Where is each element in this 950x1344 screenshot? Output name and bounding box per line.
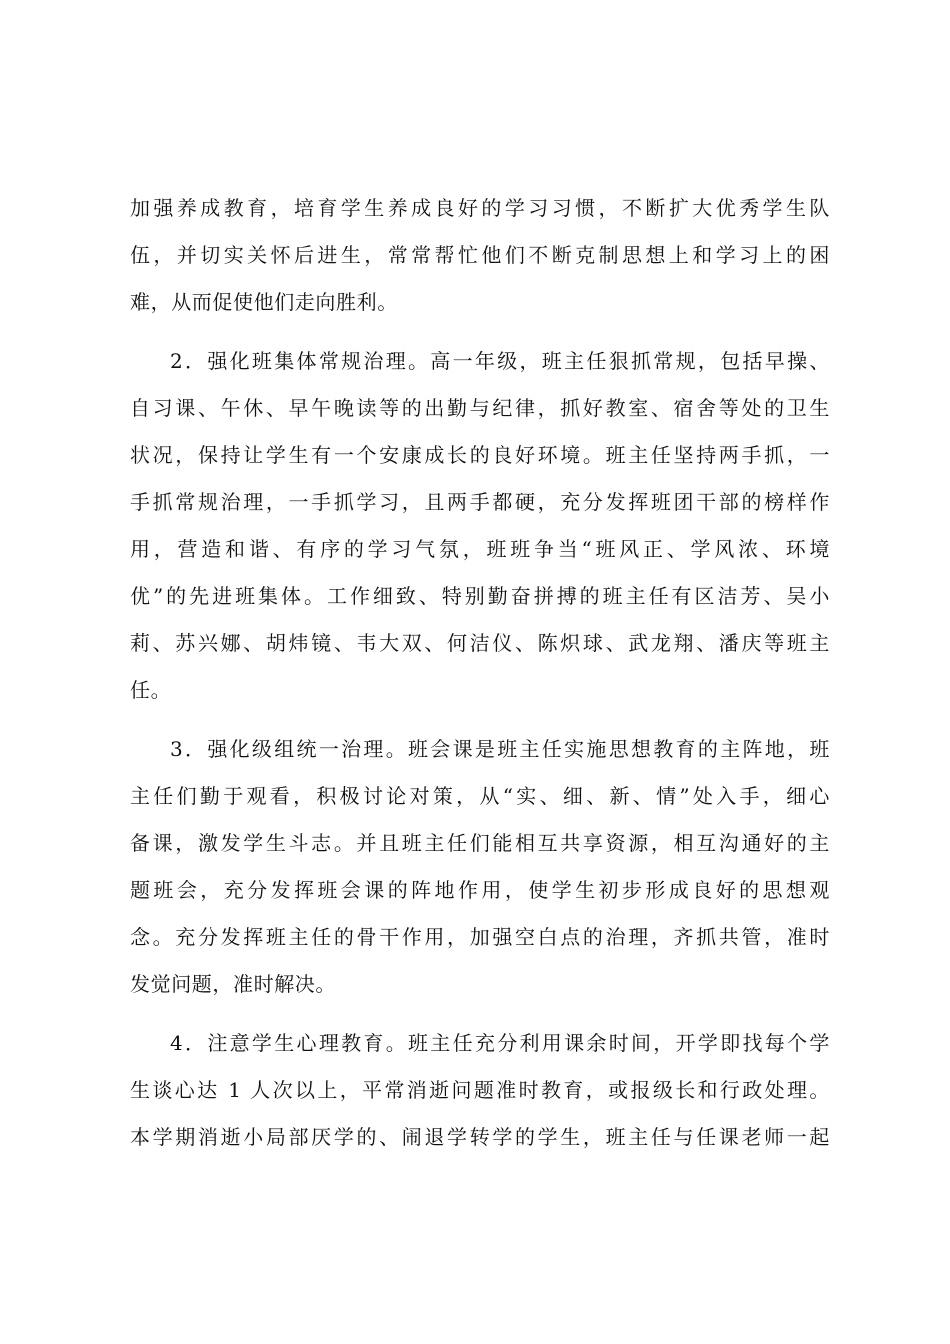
- text-line: 题班会，充分发挥班会课的阵地作用，使学生初步形成良好的思想观: [130, 878, 830, 902]
- text-line: 优”的先进班集体。工作细致、特别勤奋拼搏的班主任有区洁芳、吴小: [130, 584, 830, 608]
- paragraph-3: [130, 726, 830, 1008]
- text-line: 状况，保持让学生有一个安康成长的良好环境。班主任坚持两手抓，一: [130, 443, 830, 467]
- text-line: 本学期消逝小局部厌学的、闹退学转学的学生，班主任与任课老师一起: [130, 1125, 830, 1149]
- text-line: 任。: [130, 678, 172, 702]
- text-line: 2．强化班集体常规治理。高一年级，班主任狠抓常规，包括早操、: [170, 349, 830, 373]
- text-line: 难，从而促使他们走向胜利。: [130, 290, 398, 314]
- text-line: 4．注意学生心理教育。班主任充分利用课余时间，开学即找每个学: [170, 1031, 830, 1055]
- paragraph-continuation: [130, 185, 830, 326]
- text-line: 手抓常规治理，一手抓学习，且两手都硬，充分发挥班团干部的榜样作: [130, 490, 830, 514]
- text-line: 3．强化级组统一治理。班会课是班主任实施思想教育的主阵地，班: [170, 737, 830, 761]
- text-line: 自习课、午休、早午晚读等的出勤与纪律，抓好教室、宿舍等处的卫生: [130, 396, 830, 420]
- text-line: 备课，激发学生斗志。并且班主任们能相互共享资源，相互沟通好的主: [130, 831, 830, 855]
- text-line: 用，营造和谐、有序的学习气氛，班班争当“班风正、学风浓、环境: [130, 537, 830, 561]
- text-line: 莉、苏兴娜、胡炜镜、韦大双、何洁仪、陈炽球、武龙翔、潘庆等班主: [130, 631, 830, 655]
- paragraph-4: [130, 1020, 830, 1161]
- text-line: 主任们勤于观看，积极讨论对策，从“实、细、新、情”处入手，细心: [130, 784, 830, 808]
- text-line: 念。充分发挥班主任的骨干作用，加强空白点的治理，齐抓共管，准时: [130, 925, 830, 949]
- text-line: 发觉问题，准时解决。: [130, 972, 336, 996]
- text-line: 伍，并切实关怀后进生，常常帮忙他们不断克制思想上和学习上的困: [130, 243, 830, 267]
- document-body: [130, 185, 830, 1161]
- text-line: 加强养成教育，培育学生养成良好的学习习惯，不断扩大优秀学生队: [130, 196, 830, 220]
- text-line: 生谈心达 1 人次以上，平常消逝问题准时教育，或报级长和行政处理。: [130, 1078, 830, 1102]
- paragraph-2: [130, 338, 830, 714]
